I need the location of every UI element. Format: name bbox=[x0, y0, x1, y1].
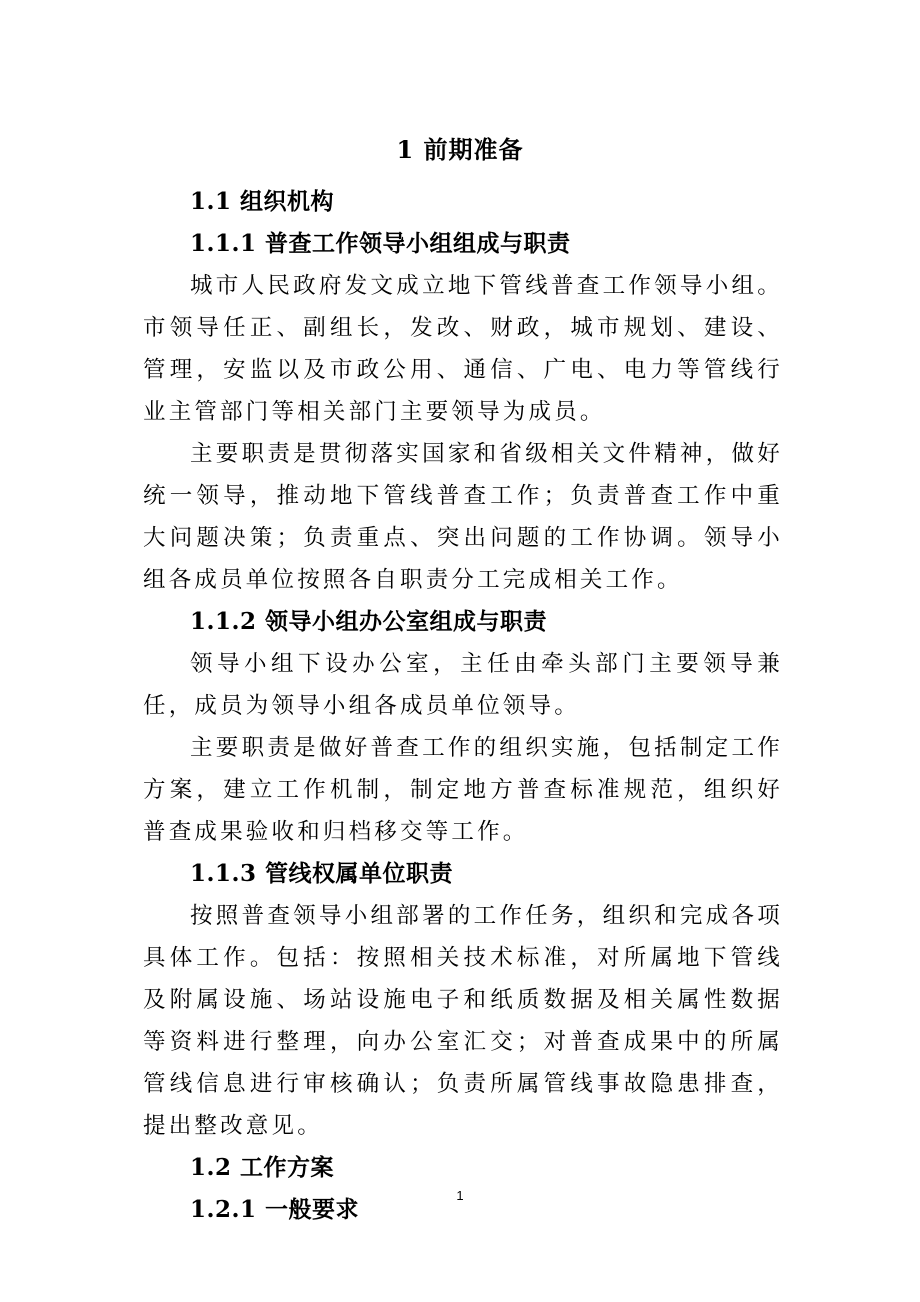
document-body bbox=[143, 181, 783, 1231]
section-heading-1-2-1: 1.2.1 一般要求 bbox=[190, 1196, 360, 1223]
paragraph-office-formation: 领导小组下设办公室，主任由牵头部门主要领导兼任，成员为领导小组各成员单位领导。 bbox=[143, 651, 783, 719]
paragraph-owner-duties: 按照普查领导小组部署的工作任务，组织和完成各项具体工作。包括：按照相关技术标准，对所属地下管线及附属设施、场站设施电子和纸质数据及相关属性数据等资料进行整理，向办公室汇交；对普查成果中的所属管线信息进行审核确认；负责所属管线事故隐患排查，提出整改意见。 bbox=[143, 903, 783, 1139]
paragraph-leading-group-duties: 主要职责是贯彻落实国家和省级相关文件精神，做好统一领导，推动地下管线普查工作；负责普查工作中重大问题决策；负责重点、突出问题的工作协调。领导小组各成员单位按照各自职责分工完成相关工作。 bbox=[143, 441, 783, 593]
section-heading-1-2: 1.2 工作方案 bbox=[190, 1154, 335, 1181]
chapter-title: 1 前期准备 bbox=[396, 135, 524, 164]
section-heading-1-1-1: 1.1.1 普查工作领导小组组成与职责 bbox=[190, 230, 571, 257]
paragraph-office-duties: 主要职责是做好普查工作的组织实施，包括制定工作方案，建立工作机制，制定地方普查标准规范，组织好普查成果验收和归档移交等工作。 bbox=[143, 735, 783, 845]
section-heading-1-1: 1.1 组织机构 bbox=[190, 188, 335, 215]
section-heading-1-1-2: 1.1.2 领导小组办公室组成与职责 bbox=[190, 608, 548, 635]
page-number: 1 bbox=[456, 1188, 464, 1203]
section-heading-1-1-3: 1.1.3 管线权属单位职责 bbox=[190, 860, 454, 887]
paragraph-leading-group-formation: 城市人民政府发文成立地下管线普查工作领导小组。市领导任正、副组长，发改、财政，城市规划、建设、管理，安监以及市政公用、通信、广电、电力等管线行业主管部门等相关部门主要领导为成员。 bbox=[143, 273, 783, 425]
